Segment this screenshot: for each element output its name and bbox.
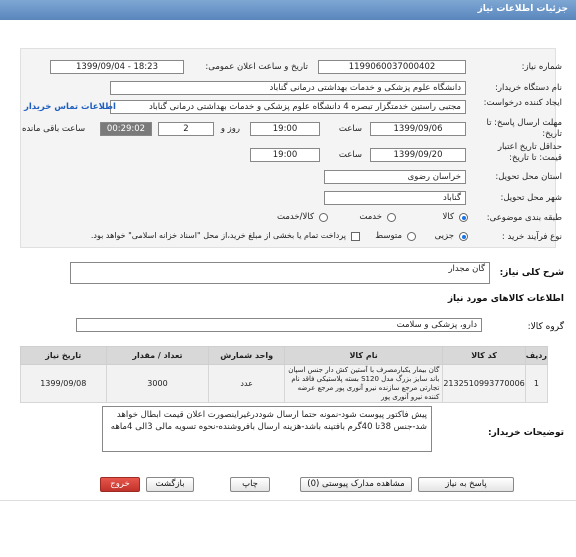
- row-name: گان بیمار یکبارمصرف با آستین کش دار جنس اسپان باند سایز بزرگ مدل S120 بسته پلاستیکی فاقد نام تجارتی مرجع سازنده نیرو آنوری پور مرجع عرضه کننده نیرو آنوری پور: [284, 365, 442, 403]
- col-quantity: تعداد / مقدار: [106, 347, 209, 365]
- province-label: استان محل تحویل:: [495, 172, 562, 182]
- validity-label: حداقل تاریخ اعتبار قیمت: تا تاریخ:: [497, 142, 562, 163]
- category-radio-both[interactable]: [319, 213, 328, 222]
- col-code: کد کالا: [443, 347, 525, 365]
- row-index: 1: [525, 365, 547, 403]
- deadline-time-label: ساعت: [338, 124, 362, 134]
- summary-label: شرح کلی نیاز:: [499, 268, 564, 278]
- category-option-service: خدمت: [359, 212, 382, 222]
- table-row[interactable]: [21, 365, 548, 403]
- process-radio-minor[interactable]: [459, 232, 468, 241]
- remaining-time-field: 00:29:02: [100, 122, 152, 136]
- row-code: 2132510993770006: [443, 365, 525, 403]
- goods-table-header: [21, 347, 548, 365]
- buyer-label: نام دستگاه خریدار:: [495, 83, 562, 93]
- row-quantity: 3000: [106, 365, 209, 403]
- creator-field[interactable]: مجتبی راستین خدمتگزار تبصره 4 دانشگاه علوم پزشکی و خدمات بهداشتی درمانی گناباد: [110, 100, 466, 114]
- col-name: نام کالا: [284, 347, 442, 365]
- view-attachments-button[interactable]: مشاهده مدارک پیوستی (0): [300, 477, 412, 492]
- announce-label: تاریخ و ساعت اعلان عمومی:: [205, 62, 308, 72]
- treasury-payment-note: پرداخت تمام یا بخشی از مبلغ خرید،از محل "اسناد خزانه اسلامی" خواهد بود.: [90, 231, 346, 240]
- print-button[interactable]: چاپ: [230, 477, 270, 492]
- col-date: تاریخ نیاز: [21, 347, 107, 365]
- treasury-payment-checkbox[interactable]: [351, 232, 360, 241]
- process-radio-medium[interactable]: [407, 232, 416, 241]
- province-field[interactable]: خراسان رضوی: [324, 170, 466, 184]
- city-field[interactable]: گناباد: [324, 191, 466, 205]
- days-field[interactable]: 2: [158, 122, 214, 136]
- need-number-label: شماره نیاز:: [521, 62, 562, 72]
- remaining-time-label: ساعت باقی مانده: [22, 124, 86, 134]
- validity-time-field[interactable]: 19:00: [250, 148, 320, 162]
- exit-button[interactable]: خروج: [100, 477, 140, 492]
- deadline-date-field[interactable]: 1399/09/06: [370, 122, 466, 136]
- window-header: [0, 0, 576, 20]
- deadline-label: مهلت ارسال پاسخ: تا تاریخ:: [486, 118, 562, 139]
- process-option-minor: جزیی: [434, 231, 454, 241]
- need-number-field[interactable]: 1199060037000402: [318, 60, 466, 74]
- goods-group-field[interactable]: دارو، پزشکی و سلامت: [76, 318, 482, 332]
- category-label: طبقه بندی موضوعی:: [486, 213, 562, 223]
- summary-field[interactable]: گان مجدار: [70, 262, 490, 284]
- buyer-field[interactable]: دانشگاه علوم پزشکی و خدمات بهداشتی درمانی گناباد: [110, 81, 466, 95]
- validity-time-label: ساعت: [338, 150, 362, 160]
- city-label: شهر محل تحویل:: [500, 193, 562, 203]
- process-option-medium: متوسط: [375, 231, 402, 241]
- creator-label: ایجاد کننده درخواست:: [483, 98, 562, 108]
- validity-date-field[interactable]: 1399/09/20: [370, 148, 466, 162]
- row-date: 1399/09/08: [21, 365, 107, 403]
- process-label: نوع فرآیند خرید :: [501, 232, 562, 242]
- page-title: جزئیات اطلاعات نیاز: [477, 4, 568, 14]
- buyer-notes-label: توضیحات خریدار:: [488, 428, 564, 438]
- col-index: ردیف: [525, 347, 547, 365]
- col-unit: واحد شمارش: [209, 347, 284, 365]
- days-label: روز و: [220, 124, 240, 134]
- reply-button[interactable]: پاسخ به نیاز: [418, 477, 514, 492]
- category-option-goods: کالا: [442, 212, 454, 222]
- goods-group-label: گروه کالا:: [527, 322, 564, 332]
- goods-section-title: اطلاعات کالاهای مورد نیاز: [447, 294, 564, 304]
- goods-table: [20, 346, 548, 403]
- button-bar-divider: [0, 500, 576, 501]
- contact-buyer-link[interactable]: اطلاعات تماس خریدار: [24, 102, 116, 112]
- category-option-both: کالا/خدمت: [277, 212, 314, 222]
- category-radio-goods[interactable]: [459, 213, 468, 222]
- buyer-notes-field[interactable]: پیش فاکتور پیوست شود-نمونه حتما ارسال شوددرغیراینصورت اعلان قیمت ابطال خواهد شد-جنس 38تا 40گرم بافتینه باشد-هزینه ارسال بافروشنده-نحوه تسویه مالی 3الی 4ماهه: [102, 406, 432, 452]
- row-unit: عدد: [209, 365, 284, 403]
- deadline-time-field[interactable]: 19:00: [250, 122, 320, 136]
- category-radio-service[interactable]: [387, 213, 396, 222]
- back-button[interactable]: بازگشت: [146, 477, 194, 492]
- announce-field[interactable]: 1399/09/04 - 18:23: [50, 60, 184, 74]
